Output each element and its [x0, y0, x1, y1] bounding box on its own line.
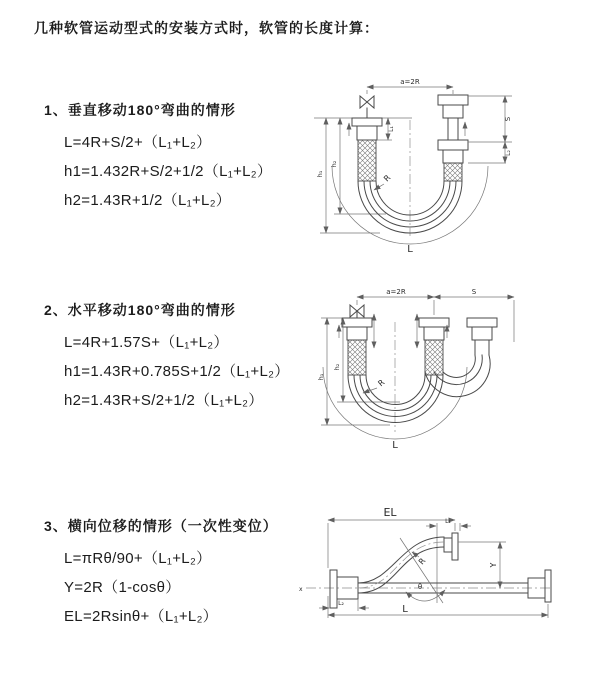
dim-y — [458, 542, 506, 588]
theta-label: θ — [417, 583, 423, 591]
middle-flange-assembly — [419, 318, 449, 375]
left-flange-assembly — [349, 118, 382, 181]
formula-line: EL=2Rsinθ+（L₁+L₂） — [64, 608, 218, 625]
section-lateral-displacement — [44, 516, 278, 631]
diagram-horizontal-180-bend — [305, 282, 555, 457]
formula-line: L=4R+1.57S+（L₁+L₂） — [64, 334, 229, 351]
formula-line: h2=1.43R+S/2+1/2（L₁+L₂） — [64, 392, 264, 409]
dim-label-l1: L₁ — [445, 518, 451, 525]
dim-label-y: Y — [489, 562, 498, 568]
dim-a2r — [367, 78, 453, 94]
section-3-heading: 3、横向位移的情形（一次性变位） — [44, 518, 278, 534]
diagram-vertical-180-bend — [300, 68, 540, 268]
dim-a2r-s — [357, 288, 514, 342]
radius-label: R — [376, 377, 387, 389]
braided-hose-section — [358, 140, 376, 181]
right-flange-assembly — [528, 570, 551, 602]
section-vertical-movement — [44, 100, 272, 215]
formula-line: h1=1.43R+0.785S+1/2（L₁+L₂） — [64, 363, 290, 380]
section-3-formulas — [64, 544, 278, 631]
valve-icon — [350, 305, 364, 318]
dim-label-s: S — [471, 288, 477, 296]
dim-l — [328, 596, 548, 618]
dim-el — [328, 506, 455, 568]
dim-label-l2: L₂ — [505, 150, 512, 156]
section-horizontal-movement — [44, 300, 290, 415]
braided-hose-section — [425, 340, 443, 375]
diagram-lateral-displacement — [298, 496, 598, 631]
dim-label-l: L — [402, 604, 408, 615]
length-label: L — [407, 244, 413, 255]
formula-line: h1=1.432R+S/2+1/2（L₁+L₂） — [64, 163, 273, 180]
left-flange-assembly — [339, 318, 372, 375]
dim-label-a2r: a=2R — [386, 288, 406, 296]
section-2-heading: 2、水平移动180°弯曲的情形 — [44, 302, 236, 318]
left-flange-assembly — [330, 570, 358, 608]
dim-label-h1: h₁ — [317, 373, 325, 381]
length-label: L — [392, 440, 398, 451]
centerline-mark: x — [299, 586, 303, 593]
page-title: 几种软管运动型式的安装方式时，软管的长度计算： — [34, 20, 379, 36]
dim-label-s: S — [504, 116, 512, 122]
dim-label-h2: h₂ — [330, 160, 338, 168]
dim-label-el: EL — [383, 506, 397, 519]
right-pipe-assembly — [438, 95, 468, 181]
dim-label-l1: L₁ — [388, 126, 395, 132]
formula-line: Y=2R（1-cosθ） — [64, 579, 181, 596]
dim-label-a2r: a=2R — [400, 78, 420, 86]
dim-label-h1: h₁ — [316, 170, 324, 178]
right-flange-assembly — [467, 318, 497, 355]
dim-s-l2 — [468, 96, 512, 163]
radius-label: R — [416, 556, 428, 567]
section-2-formulas — [64, 328, 290, 415]
radius-label: R — [382, 173, 393, 184]
dim-label-l2: L₂ — [338, 600, 344, 607]
section-1-heading: 1、垂直移动180°弯曲的情形 — [44, 102, 236, 118]
formula-line: h2=1.43R+1/2（L₁+L₂） — [64, 192, 232, 209]
formula-line: L=πRθ/90+（L₁+L₂） — [64, 550, 212, 567]
dim-l1 — [377, 118, 395, 140]
section-1-formulas — [64, 128, 272, 215]
braided-hose-section — [444, 163, 462, 181]
dim-label-h2: h₂ — [333, 363, 341, 371]
braided-hose-section — [348, 340, 366, 375]
dim-l1 — [426, 518, 471, 603]
top-right-flange-assembly — [444, 533, 458, 560]
formula-line: L=4R+S/2+（L₁+L₂） — [64, 134, 212, 151]
valve-icon — [360, 96, 374, 118]
dim-l2 — [319, 599, 369, 611]
